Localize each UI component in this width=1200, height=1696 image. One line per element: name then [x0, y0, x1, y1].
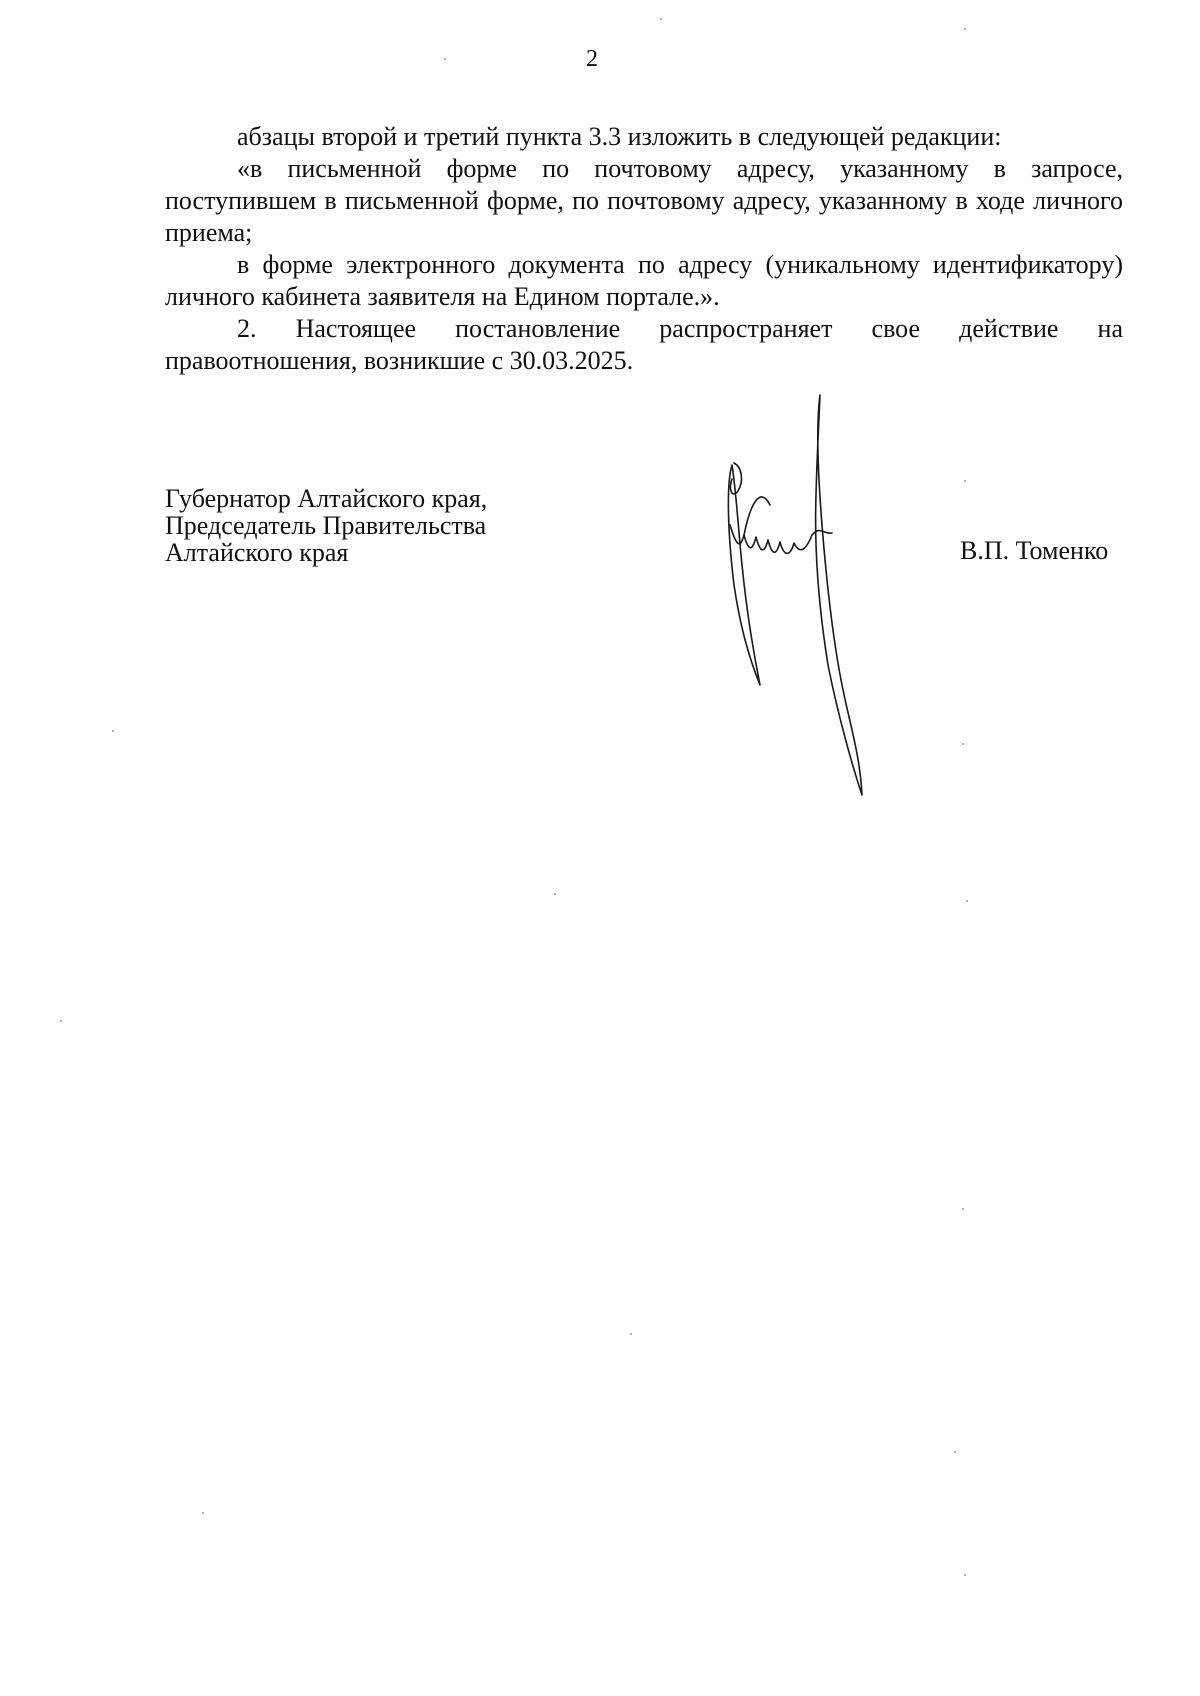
signatory-position-line-3: Алтайского края: [165, 538, 349, 567]
scan-speck: [630, 1333, 632, 1335]
scan-speck: [954, 1451, 956, 1453]
scan-speck: [966, 900, 968, 902]
paragraph-3: в форме электронного документа по адресу (уникальному идентификатору) личного кабинета заявителя на Едином портале.».: [165, 250, 1123, 311]
signer-name: В.П. Томенко: [960, 536, 1109, 565]
handwritten-signature: [720, 385, 900, 805]
page-number: 2: [586, 46, 598, 72]
paragraph-1: абзацы второй и третий пункта 3.3 изложить в следующей редакции:: [237, 122, 1002, 151]
scan-speck: [660, 18, 662, 20]
scan-speck: [964, 1574, 966, 1576]
scan-speck: [962, 1208, 964, 1210]
scan-speck: [112, 730, 114, 732]
signatory-position-line-2: Председатель Правительства: [165, 511, 487, 540]
scan-speck: [554, 893, 556, 895]
scan-speck: [964, 28, 966, 30]
signatory-position-line-1: Губернатор Алтайского края,: [165, 484, 488, 513]
document-body: [165, 121, 1123, 377]
paragraph-2: «в письменной форме по почтовому адресу, указанному в запросе, поступившем в письменной форме, по почтовому адресу, указанному в ходе личного приема;: [165, 154, 1123, 247]
paragraph-4: 2. Настоящее постановление распространяет свое действие на правоотношения, возникшие с 30.03.2025.: [165, 314, 1123, 375]
scan-speck: [964, 480, 966, 482]
scan-speck: [60, 1020, 62, 1022]
scan-speck: [444, 58, 446, 60]
scan-speck: [962, 743, 964, 745]
scan-speck: [202, 1512, 204, 1514]
signatory-position: [165, 485, 487, 566]
